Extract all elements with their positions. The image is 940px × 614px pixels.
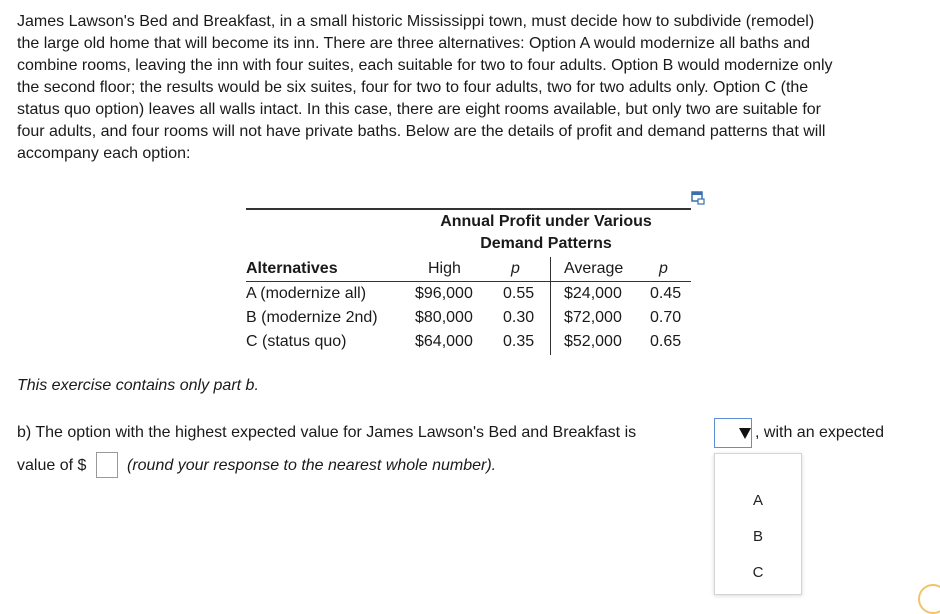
table-cell-p-high: 0.30	[503, 309, 535, 326]
col-header-p-high: p	[511, 260, 520, 277]
table-cell-average: $72,000	[564, 309, 622, 326]
table-cell-alt: B (modernize 2nd)	[246, 309, 378, 326]
col-header-alternatives: Alternatives	[246, 260, 338, 277]
table-cell-alt: A (modernize all)	[246, 285, 367, 302]
question-text-part4: (round your response to the nearest whole number).	[127, 457, 497, 474]
table-cell-p-average: 0.45	[650, 285, 682, 302]
table-cell-high: $80,000	[415, 309, 473, 326]
dropdown-option-a[interactable]: A	[752, 492, 763, 509]
question-text-part2: , with an expected	[755, 424, 884, 441]
table-cell-average: $24,000	[564, 285, 622, 302]
intro-line: four adults, and four rooms will not have private baths. Below are the details of profit and demand patterns that will	[17, 123, 826, 140]
table-cell-p-average: 0.70	[650, 309, 682, 326]
intro-line: accompany each option:	[17, 145, 191, 162]
table-group-header	[426, 211, 666, 255]
table-cell-alt: C (status quo)	[246, 333, 347, 350]
table-top-rule	[246, 208, 691, 210]
table-cell-average: $52,000	[564, 333, 622, 350]
exercise-note: This exercise contains only part b.	[17, 377, 259, 394]
dropdown-option-c[interactable]: C	[752, 564, 764, 581]
table-cell-p-average: 0.65	[650, 333, 682, 350]
question-text-part3: value of $	[17, 457, 87, 474]
col-header-p-average: p	[659, 260, 668, 277]
intro-line: the large old home that will become its inn. There are three alternatives: Option A would modernize all baths and	[17, 35, 811, 52]
triangle-down-icon	[739, 428, 751, 439]
intro-line: the second floor; the results would be six suites, four for two to four adults, two for two adults only. Option C (the	[17, 79, 809, 96]
dropdown-option-b[interactable]: B	[752, 528, 763, 545]
help-bubble-icon[interactable]	[918, 584, 940, 614]
copy-icon[interactable]	[691, 191, 705, 205]
dropdown-menu	[714, 453, 802, 595]
problem-statement	[17, 11, 932, 165]
table-column-divider	[550, 257, 551, 355]
table-cell-p-high: 0.55	[503, 285, 535, 302]
table-cell-p-high: 0.35	[503, 333, 535, 350]
col-header-average: Average	[564, 260, 624, 277]
expected-value-input[interactable]	[96, 452, 118, 478]
intro-line: James Lawson's Bed and Breakfast, in a small historic Mississippi town, must decide how to subdivide (remodel)	[17, 13, 815, 30]
table-cell-high: $64,000	[415, 333, 473, 350]
intro-line: status quo option) leaves all walls intact. In this case, there are eight rooms available, but only two are suitable for	[17, 101, 821, 118]
option-select-dropdown[interactable]	[714, 418, 752, 448]
group-header-line: Demand Patterns	[480, 235, 612, 252]
intro-line: combine rooms, leaving the inn with four suites, each suitable for two to four adults. Option B would modernize only	[17, 57, 833, 74]
table-cell-high: $96,000	[415, 285, 473, 302]
question-text-part1: b) The option with the highest expected value for James Lawson's Bed and Breakfast is	[17, 424, 637, 441]
group-header-line: Annual Profit under Various	[440, 213, 652, 230]
col-header-high: High	[428, 260, 461, 277]
